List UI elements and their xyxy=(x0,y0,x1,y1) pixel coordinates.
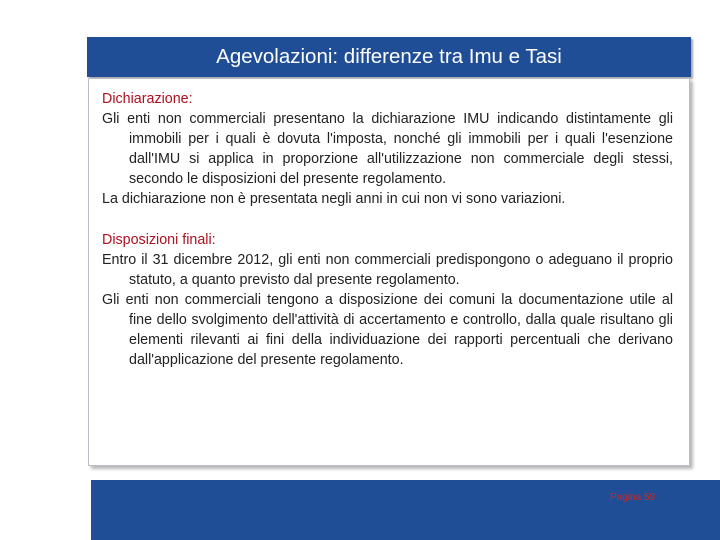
paragraph: Gli enti non commerciali presentano la dichiarazione IMU indicando distintamente gli immobili per i quali è dovuta l'imposta, nonché gli immobili per i quali l'esenzione dall'IMU si applica in proporzione all'utilizzazione non commerciale degli stessi, secondo le disposizioni del presente regolamento. xyxy=(102,111,673,188)
section-heading-disposizioni-finali: Disposizioni finali: xyxy=(102,231,216,248)
slide-title: Agevolazioni: differenze tra Imu e Tasi xyxy=(216,45,562,68)
paragraph: La dichiarazione non è presentata negli anni in cui non vi sono variazioni. xyxy=(102,191,566,208)
content-text xyxy=(102,89,673,370)
section-heading-dichiarazione: Dichiarazione: xyxy=(102,91,193,107)
page-number: Pagina 59 xyxy=(610,492,656,503)
paragraph: Entro il 31 dicembre 2012, gli enti non commerciali predispongono o adeguano il proprio statuto, a quanto previsto dal presente regolamento. xyxy=(102,251,673,288)
footer-bar xyxy=(91,480,720,540)
paragraph: Gli enti non commerciali tengono a disposizione dei comuni la documentazione utile al fine dello svolgimento dell'attività di accertamento e controllo, dalla quale risultano gli elementi rilevanti ai fini della individuazione dei rapporti percentuali che derivano dall'applicazione del presente regolamento. xyxy=(102,291,673,369)
spacer xyxy=(102,210,673,230)
content-box xyxy=(88,78,690,466)
slide-title-bar xyxy=(87,37,691,77)
